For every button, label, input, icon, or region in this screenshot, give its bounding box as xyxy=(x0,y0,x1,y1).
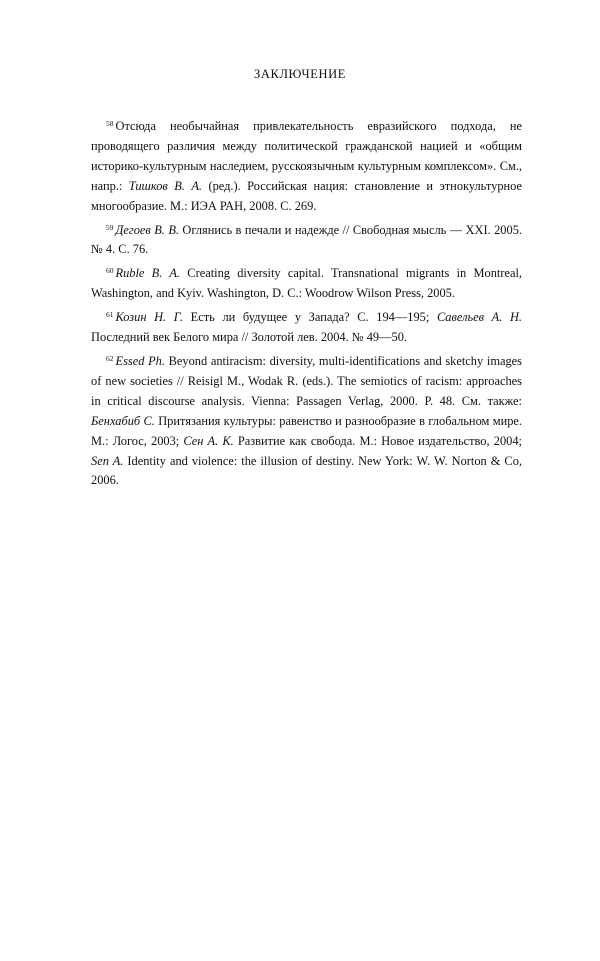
footnote-text: Есть ли будущее у Запада? С. 194—195; xyxy=(183,310,437,325)
footnote-60 xyxy=(91,261,522,304)
footnote-61 xyxy=(91,305,522,348)
footnote-text: Identity and violence: the illusion of destiny. New York: W. W. Norton & Co, 2006. xyxy=(91,453,522,488)
footnote-text: Последний век Белого мира // Золотой лев. 2004. № 49—50. xyxy=(91,330,407,345)
author-name: Сен А. К. xyxy=(183,433,234,448)
footnote-number: 60 xyxy=(106,266,114,276)
footnote-number: 61 xyxy=(106,310,114,320)
footnote-text: Beyond antiracism: diversity, multi-identifications and sketchy images of new societies // Reisigl M., Wodak R. (eds.). The semiotics of racism: approaches in critical discourse analysis. Vienna: Passagen Verlag, 2000. P. 48. См. также: xyxy=(91,353,522,408)
footnote-text: (ред.). Российская нация: становление и этнокультурное многообразие. М.: ИЭА РАН, 2008. С. 269. xyxy=(91,178,522,213)
author-name: Савельев А. Н. xyxy=(436,310,522,325)
author-name: Essed Ph. xyxy=(115,353,165,368)
footnote-62 xyxy=(91,349,522,491)
footnote-text: Отсюда необычайная привлекательность евразийского подхода, не проводящего различия между политической гражданской нацией и «общим историко-культурным наследием, русскоязычным культурным комплексом». См., напр.: xyxy=(91,119,522,193)
footnote-58 xyxy=(91,114,522,217)
footnote-number: 59 xyxy=(106,222,114,232)
author-name: Бенхабиб С. xyxy=(91,413,155,428)
footnote-number: 58 xyxy=(106,119,114,128)
footnote-text: Развитие как свобода. М.: Новое издательство, 2004; xyxy=(233,433,522,448)
footnotes-section xyxy=(91,114,522,492)
author-name: Ruble B. A. xyxy=(115,266,181,281)
footnote-text: Creating diversity capital. Transnational migrants in Montreal, Washington, and Kyiv. Washington, D. C.: Woodrow Wilson Press, 2005. xyxy=(91,266,522,301)
running-header: ЗАКЛЮЧЕНИЕ xyxy=(254,67,346,81)
author-name: Тишков В. А. xyxy=(128,178,203,193)
footnote-text: Притязания культуры: равенство и разнообразие в глобальном мире. М.: Логос, 2003; xyxy=(91,413,522,448)
author-name: Козин Н. Г. xyxy=(115,310,184,325)
footnote-text: Оглянись в печали и надежде // Свободная мысль — XXI. 2005. № 4. С. 76. xyxy=(91,222,522,257)
author-name: Дегоев В. В. xyxy=(115,222,179,237)
footnote-59 xyxy=(91,218,522,261)
author-name: Sen A. xyxy=(91,453,124,468)
footnote-number: 62 xyxy=(106,353,114,363)
